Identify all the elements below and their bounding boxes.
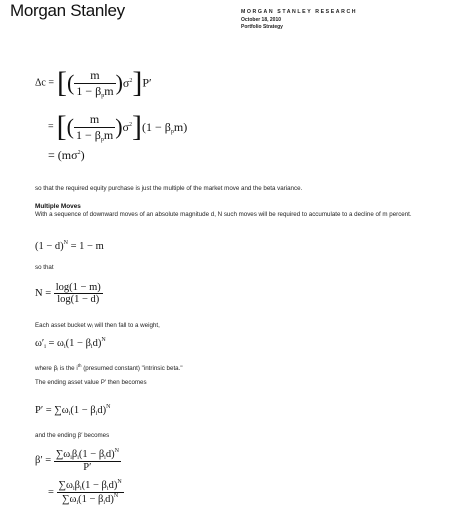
paragraph-ending-asset-value: The ending asset value P′ then becomes: [35, 379, 147, 386]
morgan-stanley-logo: Morgan Stanley: [10, 1, 125, 20]
equation-compound-decline: $(1 - d)^N = 1 - m$: [35, 240, 104, 252]
equation-new-weight: $\omega'_i = \omega_i(1 - \beta_id)^N$: [35, 337, 106, 350]
paragraph-downward-moves: With a sequence of downward moves of an absolute magnitude d, N such moves will be required to accumulate to a decline of m percent.: [35, 211, 412, 218]
equation-ending-beta-line2: = $\frac{\sum\omega_i\beta_i(1 - \beta_id)^N}{\sum\omega_i(1 - \beta_id)^N}$: [48, 479, 122, 506]
paragraph-equity-purchase: so that the required equity purchase is just the multiple of the market move and the beta variance.: [35, 185, 303, 192]
paragraph-ending-beta: and the ending β′ becomes: [35, 432, 110, 439]
research-label: MORGAN STANLEY RESEARCH: [241, 9, 358, 15]
equation-delta-c: Δc = [( $\frac{m}{1 - \beta_pm}$ )$\sigma^2]P'$: [35, 66, 152, 99]
paragraph-so-that: so that: [35, 264, 54, 271]
equation-n-moves: N = $\frac{\log(1 - m)}{\log(1 - d)}$: [35, 282, 101, 305]
report-series: Portfolio Strategy: [241, 24, 283, 30]
equation-ending-asset-value: $P' = \sum\omega_i(1 - \beta_id)^N$: [35, 404, 111, 417]
paragraph-asset-bucket: Each asset bucket wᵢ will then fall to a weight,: [35, 322, 160, 329]
section-heading-multiple-moves: Multiple Moves: [35, 203, 81, 210]
paragraph-intrinsic-beta: where βᵢ is the $i^{th}$ (presumed constant) "intrinsic beta.": [35, 363, 183, 372]
equation-delta-c-line3: = $(m\sigma^2)$: [48, 148, 85, 162]
report-date: October 18, 2010: [241, 17, 282, 23]
equation-delta-c-line2: = [( $\frac{m}{1 - \beta_pm}$ )$\sigma^2](1 - \beta_pm)$: [48, 110, 188, 143]
equation-ending-beta: β′ = $\frac{\sum\omega_i\beta_i(1 - \beta_id)^N}{P'}$: [35, 448, 119, 473]
